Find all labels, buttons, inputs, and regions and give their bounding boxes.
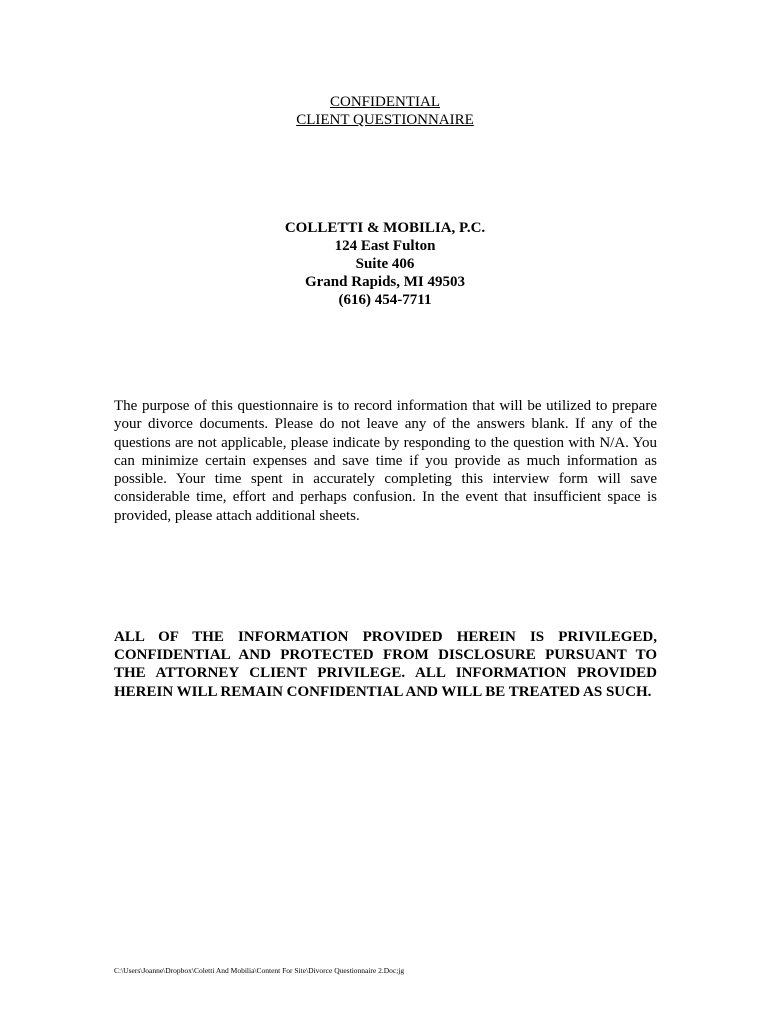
firm-phone: (616) 454-7711 (338, 292, 432, 308)
confidentiality-notice: ALL OF THE INFORMATION PROVIDED HEREIN IS PRIVILEGED, CONFIDENTIAL AND PROTECTED FROM DISCLOSURE PURSUANT TO THE ATTORNEY CLIENT PRIVILEGE. ALL INFORMATION PROVIDED HEREIN WILL REMAIN CONFIDENTIAL AND WILL BE TREATED AS SUCH. (114, 629, 657, 700)
firm-name: COLLETTI & MOBILIA, P.C. (284, 220, 486, 236)
purpose-paragraph: The purpose of this questionnaire is to record information that will be utilized to prepare your divorce documents. Please do not leave any of the answers blank. If any of the questions are not applicable, please indicate by responding to the question with N/A. You can minimize certain expenses and save time if you provide as much information as possible. Your time spent in accurately completing this interview form will save considerable time, effort and perhaps confusion. In the event that insufficient space is provided, please attach additional sheets. (114, 398, 657, 524)
document-title (0, 93, 770, 129)
firm-address-suite: Suite 406 (355, 256, 415, 272)
footer-file-path: C:\Users\Joanne\Dropbox\Coletti And Mobilia\Content For Site\Divorce Questionnaire 2.Doc;jg (114, 966, 405, 975)
title-confidential: CONFIDENTIAL (330, 94, 440, 110)
firm-address-city: Grand Rapids, MI 49503 (304, 274, 466, 290)
firm-address-street: 124 East Fulton (334, 238, 436, 254)
title-client-questionnaire: CLIENT QUESTIONNAIRE (296, 112, 474, 128)
firm-info (0, 219, 770, 309)
